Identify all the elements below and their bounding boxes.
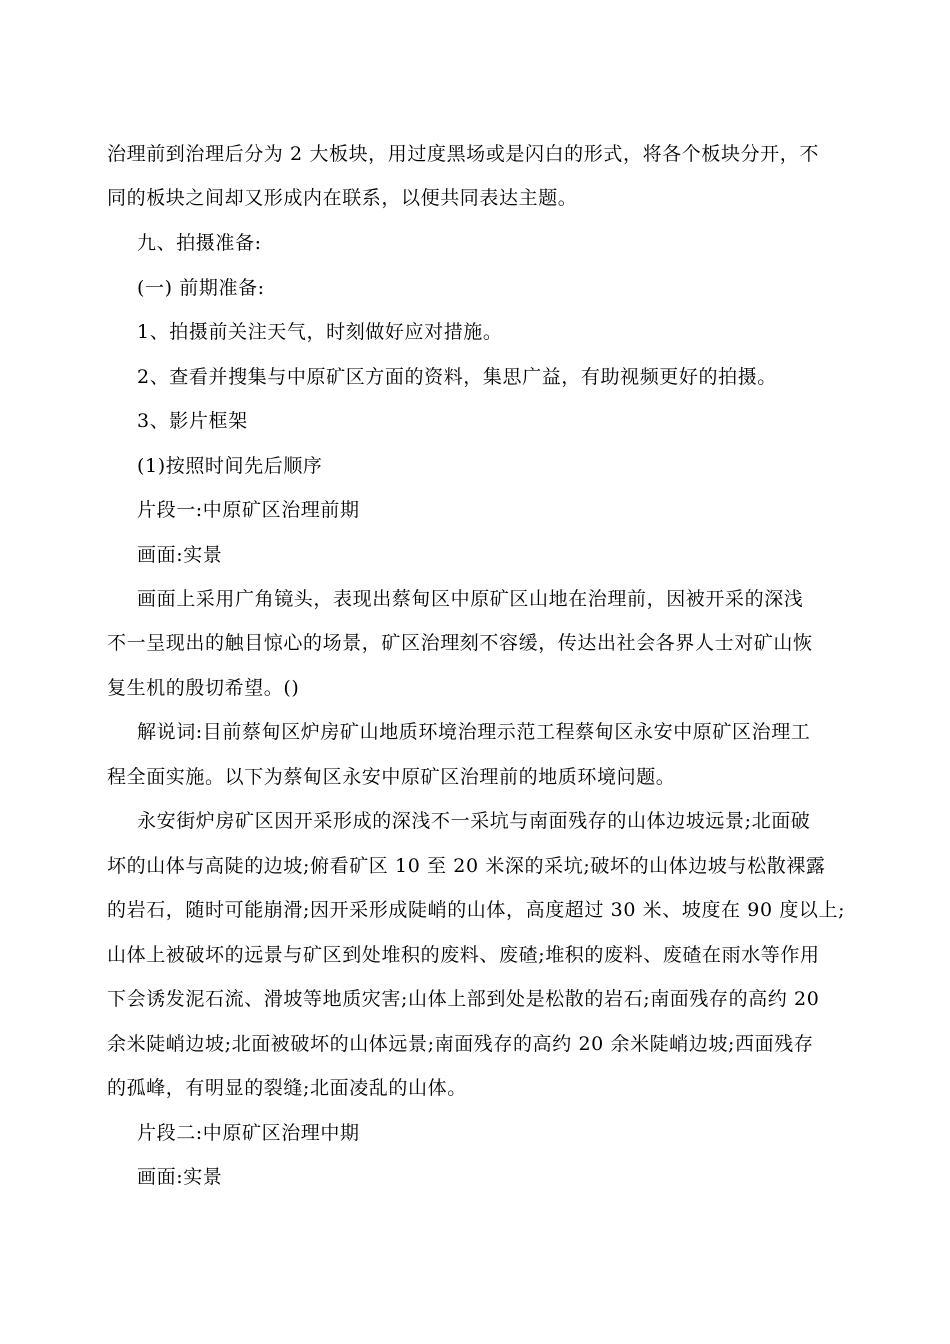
text-line: 同的板块之间却又形成内在联系，以便共同表达主题。 [107, 187, 578, 209]
text-line: 坏的山体与高陡的边坡;俯看矿区 10 至 20 米深的采坑;破坏的山体边坡与松散裸露 [107, 855, 826, 877]
text-line: 余米陡峭边坡;北面被破坏的山体远景;南面残存的高约 20 余米陡峭边坡;西面残存 [107, 1033, 814, 1055]
text-line: 下会诱发泥石流、滑坡等地质灾害;山体上部到处是松散的岩石;南面残存的高约 20 [107, 988, 820, 1010]
text-line: 画面:实景 [137, 544, 223, 566]
segment-heading: 片段二:中原矿区治理中期 [137, 1122, 360, 1144]
segment-heading: 片段一:中原矿区治理前期 [137, 499, 360, 521]
text-line: 治理前到治理后分为 2 大板块，用过度黑场或是闪白的形式，将各个板块分开，不 [107, 143, 819, 165]
text-line: 永安街炉房矿区因开采形成的深浅不一采坑与南面残存的山体边坡远景;北面破 [137, 810, 811, 832]
list-item: 3、影片框架 [137, 410, 248, 432]
text-line: 山体上被破坏的远景与矿区到处堆积的废料、废碴;堆积的废料、废碴在雨水等作用 [107, 944, 820, 966]
list-item: 2、查看并搜集与中原矿区方面的资料，集思广益，有助视频更好的拍摄。 [137, 366, 777, 388]
text-line: 程全面实施。以下为蔡甸区永安中原矿区治理前的地质环境问题。 [107, 766, 676, 788]
list-item: (1)按照时间先后顺序 [137, 455, 323, 477]
text-line: 的孤峰，有明显的裂缝;北面凌乱的山体。 [107, 1077, 467, 1099]
text-line: 解说词:目前蔡甸区炉房矿山地质环境治理示范工程蔡甸区永安中原矿区治理工 [137, 721, 811, 743]
section-heading: 九、拍摄准备: [137, 232, 262, 254]
text-line: 画面:实景 [137, 1166, 223, 1188]
text-line: 复生机的殷切希望。() [107, 677, 300, 699]
text-line: 画面上采用广角镜头，表现出蔡甸区中原矿区山地在治理前，因被开采的深浅 [137, 588, 804, 610]
list-item: 1、拍摄前关注天气，时刻做好应对措施。 [137, 321, 503, 343]
subsection-heading: (一) 前期准备: [137, 277, 265, 299]
text-line: 的岩石，随时可能崩滑;因开采形成陡峭的山体，高度超过 30 米、坡度在 90 度以上; [107, 899, 846, 921]
text-line: 不一呈现出的触目惊心的场景，矿区治理刻不容缓，传达出社会各界人士对矿山恢 [107, 632, 813, 654]
